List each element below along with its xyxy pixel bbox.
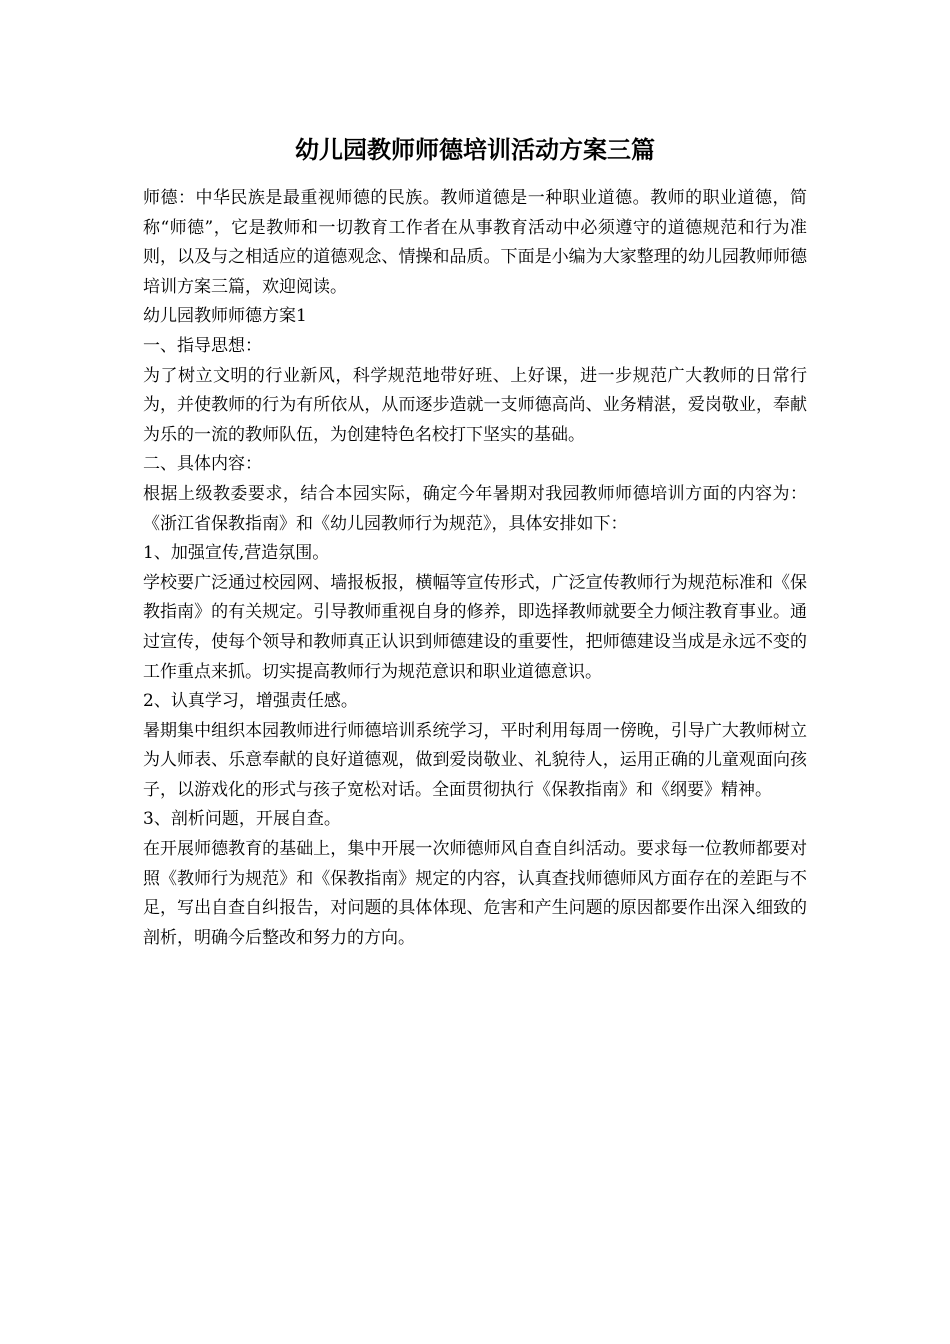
- item-heading-3: 3、剖析问题，开展自查。: [143, 809, 341, 830]
- item-heading-1: 1、加强宣传,营造氛围。: [143, 543, 330, 564]
- document-title: 幼儿园教师师德培训活动方案三篇: [295, 135, 655, 164]
- paragraph-intro: 师德：中华民族是最重视师德的民族。教师道德是一种职业道德。教师的职业道德，简称“师德”，它是教师和一切教育工作者在从事教育活动中必须遵守的道德规范和行为准则，以及与之相适应的道德观念、情操和品质。下面是小编为大家整理的幼儿园教师师德培训方案三篇，欢迎阅读。: [143, 188, 807, 297]
- paragraph-guiding-thought: 为了树立文明的行业新风，科学规范地带好班、上好课，进一步规范广大教师的日常行为，并使教师的行为有所依从，从而逐步造就一支师德高尚、业务精湛，爱岗敬业，奉献为乐的一流的教师队伍，为创建特色名校打下坚实的基础。: [143, 365, 807, 445]
- document-body: [143, 184, 807, 953]
- section-heading-plan-1: 幼儿园教师师德方案1: [143, 306, 307, 327]
- item-heading-2: 2、认真学习，增强责任感。: [143, 691, 358, 712]
- paragraph-item-2: 暑期集中组织本园教师进行师德培训系统学习，平时利用每周一傍晚，引导广大教师树立为人师表、乐意奉献的良好道德观，做到爱岗敬业、礼貌待人，运用正确的儿童观面向孩子，以游戏化的形式与孩子宽松对话。全面贯彻执行《保教指南》和《纲要》精神。: [143, 720, 807, 800]
- section-heading-specific-content: 二、具体内容：: [143, 454, 262, 475]
- paragraph-item-3: 在开展师德教育的基础上，集中开展一次师德师风自查自纠活动。要求每一位教师都要对照《教师行为规范》和《保教指南》规定的内容，认真查找师德师风方面存在的差距与不足，写出自查自纠报告，对问题的具体体现、危害和产生问题的原因都要作出深入细致的剖析，明确今后整改和努力的方向。: [143, 839, 807, 948]
- paragraph-item-1: 学校要广泛通过校园网、墙报板报，横幅等宣传形式，广泛宣传教师行为规范标准和《保教指南》的有关规定。引导教师重视自身的修养，即选择教师就要全力倾注教育事业。通过宣传，使每个领导和教师真正认识到师德建设的重要性，把师德建设当成是永远不变的工作重点来抓。切实提高教师行为规范意识和职业道德意识。: [143, 572, 807, 682]
- section-heading-guiding-thought: 一、指导思想：: [143, 335, 262, 356]
- paragraph-specific-content: 根据上级教委要求，结合本园实际，确定今年暑期对我园教师师德培训方面的内容为：《浙江省保教指南》和《幼儿园教师行为规范》，具体安排如下：: [143, 483, 807, 534]
